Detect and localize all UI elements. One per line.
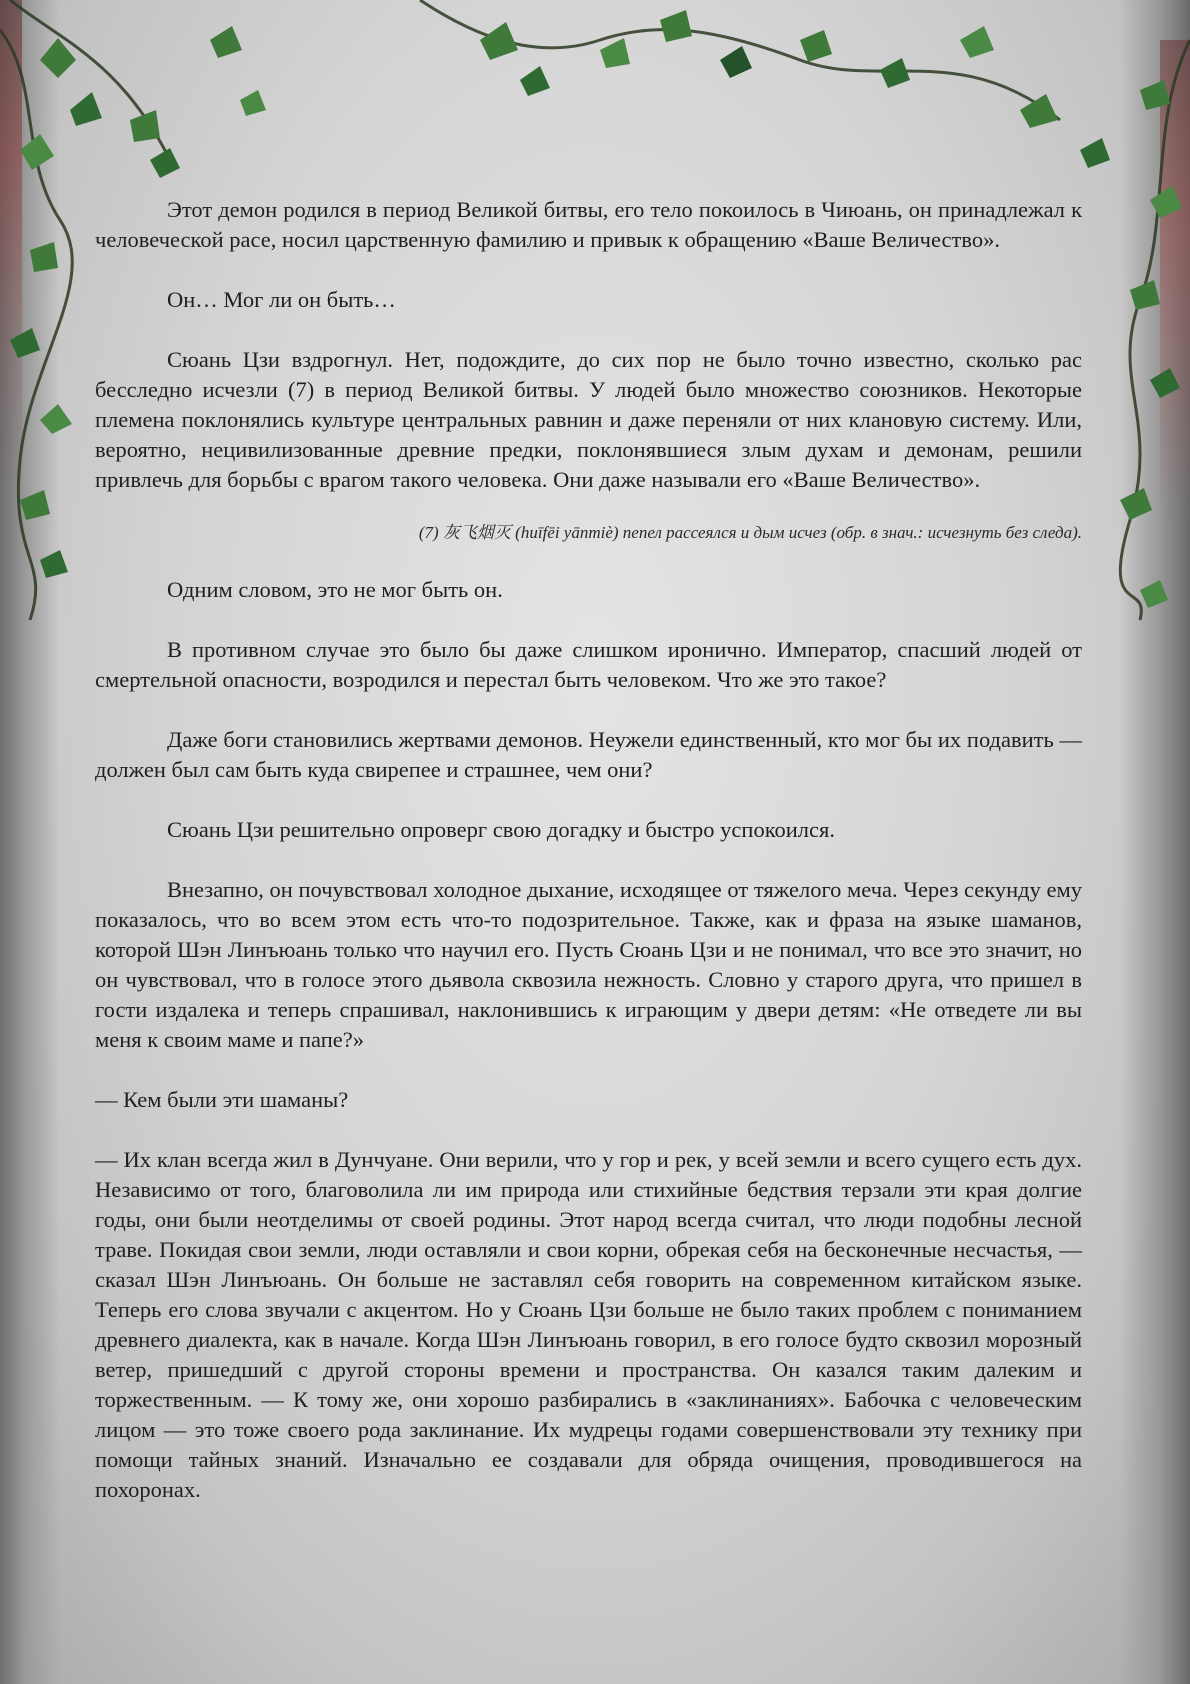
paragraph: — Кем были эти шаманы? — [95, 1087, 349, 1112]
paragraph: Этот демон родился в период Великой битвы, его тело покоилось в Чиюань, он принадлежал к человеческой расе, носил царственную фамилию и привык к обращению «Ваше Величество». — [95, 197, 1082, 252]
paragraph: — Их клан всегда жил в Дунчуане. Они верили, что у гор и рек, у всей земли и всего сущего есть дух. Независимо от того, благоволила ли им природа или стихийные бедствия терзали эти края долгие годы, они были неотделимы от своей родины. Этот народ всегда считал, что люди подобны лесной траве. Покидая свои земли, люди оставляли и свои корни, обрекая себя на бесконечные несчастья, — сказал Шэн Линъюань. Он больше не заставлял себя говорить на современном китайском языке. Теперь его слова звучали с акцентом. Но у Сюань Цзи больше не было таких проблем с пониманием древнего диалекта, как в начале. Когда Шэн Линъюань говорил, в его голосе будто сквозил морозный ветер, пришедший с другой стороны времени и пространства. Он казался таким далеким и торжественным. — К тому же, они хорошо разбирались в «заклинаниях». Бабочка с человеческим лицом — это тоже своего рода заклинание. Их мудрецы годами совершенствовали эту технику при помощи тайных знаний. Изначально ее создавали для обряда очищения, проводившегося на похоронах. — [95, 1147, 1082, 1502]
footnote: (7) 灰飞烟灭 (huīfēi yānmiè) пепел рассеялся и дым исчез (обр. в знач.: исчезнуть без следа). — [418, 523, 1082, 542]
paragraph: Внезапно, он почувствовал холодное дыхание, исходящее от тяжелого меча. Через секунду ему показалось, что во всем этом есть что-то подозрительное. Также, как и фраза на языке шаманов, которой Шэн Линъюань только что научил его. Пусть Сюань Цзи и не понимал, что все это значит, но он чувствовал, что в голосе этого дьявола сквозила нежность. Словно у старого друга, что пришел в гости издалека и теперь спрашивал, наклонившись к играющим у двери детям: «Не отведете ли вы меня к своим маме и папе?» — [95, 877, 1082, 1052]
paragraph: Сюань Цзи решительно опроверг свою догадку и быстро успокоился. — [167, 817, 835, 842]
paragraph: Даже боги становились жертвами демонов. Неужели единственный, кто мог бы их подавить — должен был сам быть куда свирепее и страшнее, чем они? — [95, 727, 1082, 782]
paragraph: Он… Мог ли он быть… — [167, 287, 396, 312]
paragraph: Сюань Цзи вздрогнул. Нет, подождите, до сих пор не было точно известно, сколько рас бесследно исчезли (7) в период Великой битвы. У людей было множество союзников. Некоторые племена поклонялись культуре центральных равнин и даже переняли от них клановую систему. Или, вероятно, нецивилизованные древние предки, поклонявшиеся злым духам и демонам, решили привлечь для борьбы с врагом такого человека. Они даже называли его «Ваше Величество». — [95, 347, 1082, 492]
paragraph: В противном случае это было бы даже слишком иронично. Император, спасший людей от смертельной опасности, возродился и перестал быть человеком. Что же это такое? — [95, 637, 1082, 692]
paragraph: Одним словом, это не мог быть он. — [167, 577, 503, 602]
document-body — [95, 195, 1082, 1535]
